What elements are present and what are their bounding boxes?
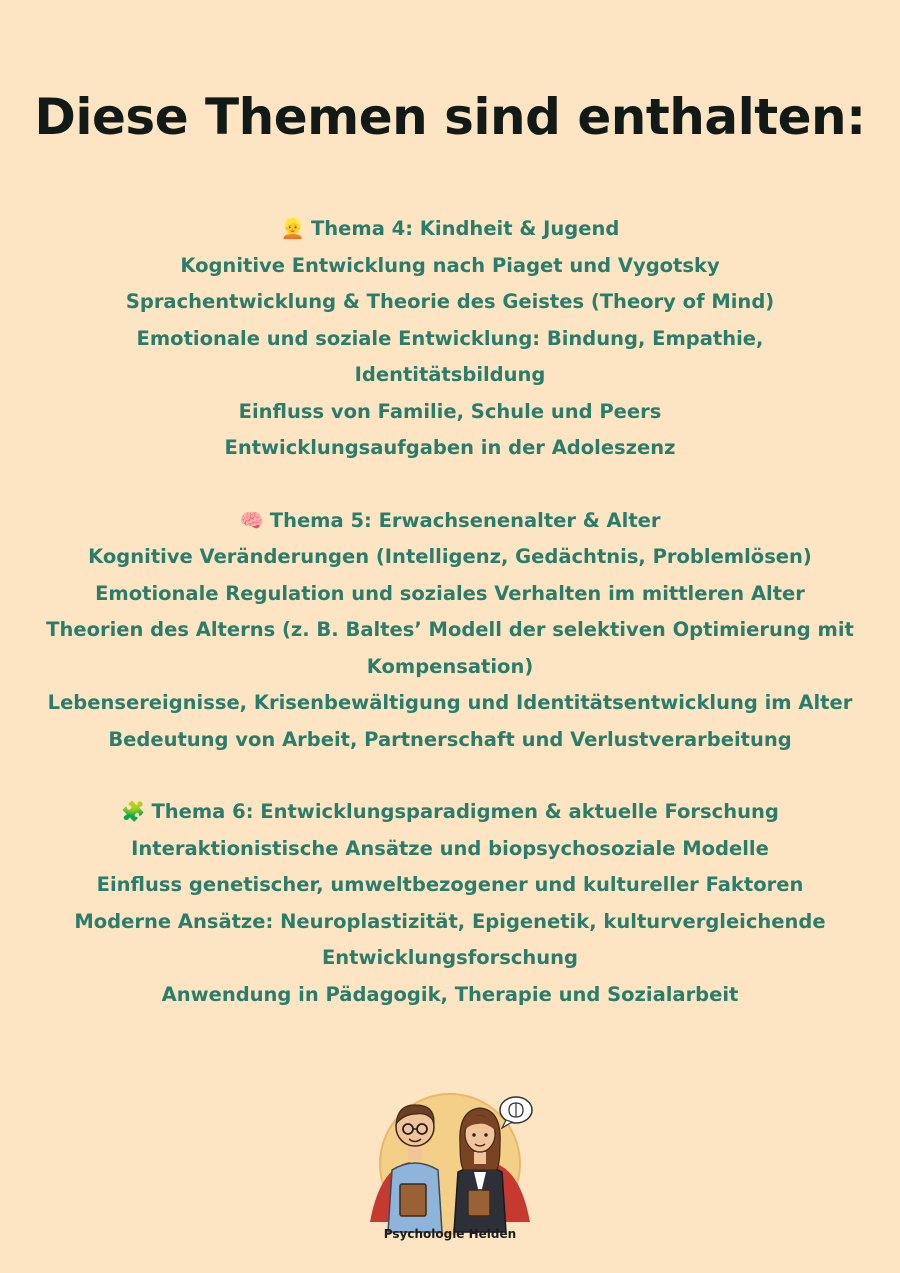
topic-item: Entwicklungsaufgaben in der Adoleszenz <box>224 436 676 459</box>
topic-item: Kognitive Veränderungen (Intelligenz, Gedächtnis, Problemlösen) <box>88 545 812 568</box>
person-icon: 👱 <box>280 217 305 240</box>
psychologie-helden-logo <box>350 1072 550 1252</box>
topic-item: Anwendung in Pädagogik, Therapie und Sozialarbeit <box>161 982 739 1006</box>
section-heading-text: Thema 4: Kindheit & Jugend <box>310 217 620 240</box>
topic-item: Entwicklungsforschung <box>321 946 579 969</box>
topic-item: Emotionale Regulation und soziales Verhalten im mittleren Alter <box>95 581 805 605</box>
section-thema-4 <box>40 211 860 467</box>
topic-item: Theorien des Alterns (z. B. Baltes’ Modell der selektiven Optimierung mit <box>46 618 854 641</box>
section-heading <box>40 794 860 831</box>
topic-item: Bedeutung von Arbeit, Partnerschaft und Verlustverarbeitung <box>108 727 792 751</box>
page-title: Diese Themen sind enthalten: <box>34 88 866 146</box>
brain-icon: 🧠 <box>239 508 264 532</box>
topic-item: Kompensation) <box>366 654 534 678</box>
section-thema-6 <box>40 794 860 1013</box>
topic-item: Kognitive Entwicklung nach Piaget und Vygotsky <box>180 253 720 277</box>
logo-caption: Psychologie Helden <box>383 1227 517 1241</box>
section-heading <box>40 503 860 540</box>
puzzle-icon: 🧩 <box>121 800 146 823</box>
topic-item: Moderne Ansätze: Neuroplastizität, Epigenetik, kulturvergleichende <box>74 909 826 933</box>
topics-list <box>40 211 860 1049</box>
topic-item: Einfluss von Familie, Schule und Peers <box>238 399 662 423</box>
topic-item: Emotionale und soziale Entwicklung: Bindung, Empathie, Identitätsbildung <box>136 326 764 386</box>
section-heading-text: Thema 6: Entwicklungsparadigmen & aktuelle Forschung <box>151 800 779 823</box>
topic-item: Sprachentwicklung & Theorie des Geistes (Theory of Mind) <box>125 290 775 313</box>
section-heading <box>40 211 860 248</box>
topic-item: Einfluss genetischer, umweltbezogener und kultureller Faktoren <box>96 873 804 896</box>
topic-item: Lebensereignisse, Krisenbewältigung und Identitätsentwicklung im Alter <box>47 691 853 714</box>
section-thema-5 <box>40 503 860 759</box>
topic-item: Interaktionistische Ansätze und biopsychosoziale Modelle <box>131 836 769 860</box>
section-heading-text: Thema 5: Erwachsenenalter & Alter <box>269 508 661 532</box>
